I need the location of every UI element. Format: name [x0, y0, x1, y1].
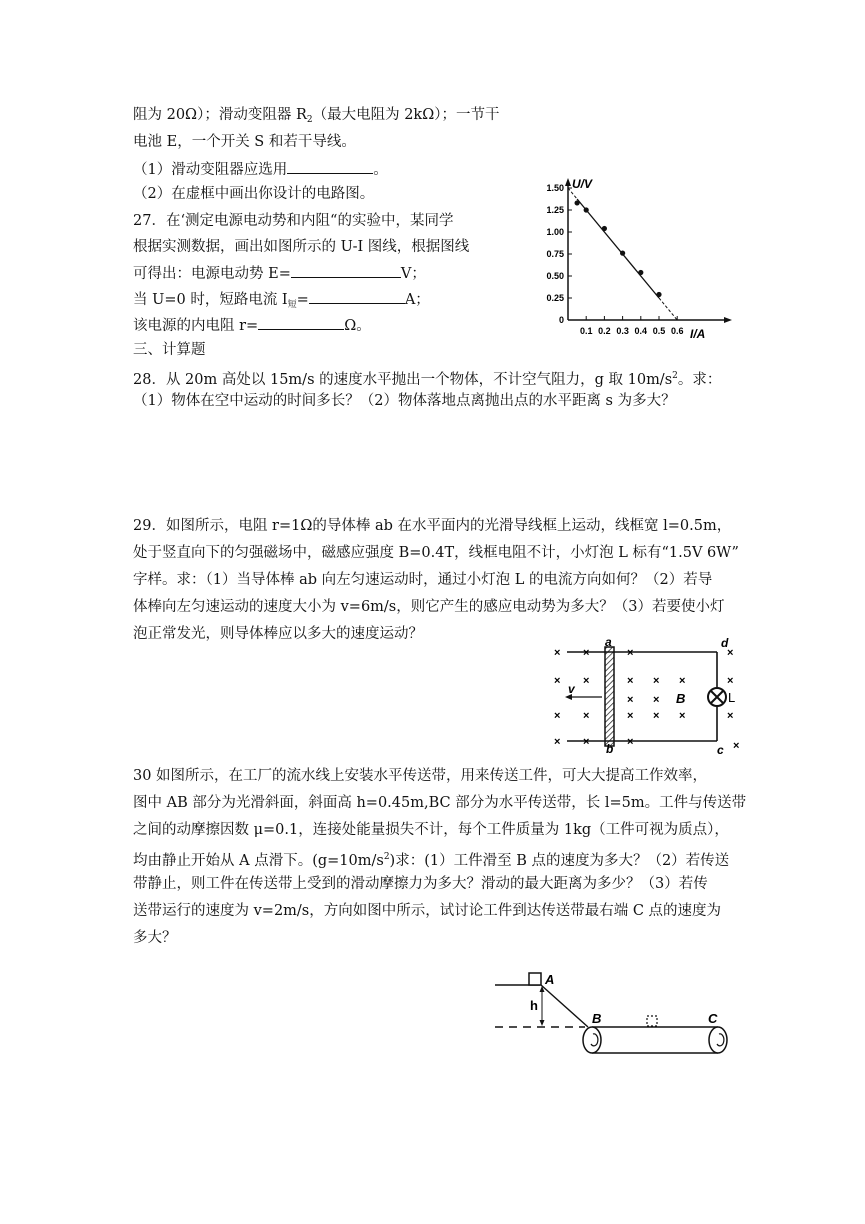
- field-cross: ×: [554, 675, 561, 687]
- y-axis-label: U/V: [572, 177, 593, 191]
- field-cross: ×: [583, 647, 590, 659]
- y-tick-label: 1.25: [546, 205, 564, 215]
- label-a: a: [605, 635, 612, 649]
- x-tick-label: 0.5: [652, 326, 666, 336]
- field-cross: ×: [583, 710, 590, 722]
- question-30-line-6: 送带运行的速度为 v=2m/s，方向如图中所示，试讨论工件到达传送带最右端 C 点的速度为: [133, 903, 722, 919]
- fit-line: [577, 199, 659, 298]
- conveyor-figure: [490, 965, 735, 1065]
- question-28-line-1: 28．从 20m 高处以 15m/s 的速度水平抛出一个物体，不计空气阻力，g 取 $10m/s^2$。求：: [133, 371, 722, 388]
- field-cross: ×: [679, 675, 686, 687]
- section-3-heading: 三、计算题: [133, 342, 206, 358]
- workpiece-at-a: [529, 973, 541, 985]
- y-tick-label: 1.50: [546, 183, 564, 193]
- x-tick-label: 0.4: [634, 326, 648, 336]
- field-cross: ×: [653, 710, 660, 722]
- data-point: [575, 200, 580, 205]
- question-29-line-5: 泡正常发光，则导体棒应以多大的速度运动？: [133, 626, 423, 642]
- data-point: [620, 251, 625, 256]
- question-27-line-1: 27．在‘测定电源电动势和内阻“的实验中，某同学: [133, 213, 454, 229]
- field-cross: ×: [583, 675, 590, 687]
- field-cross: ×: [727, 710, 734, 722]
- y-tick-label: 0: [558, 315, 564, 325]
- question-27-line-5: 该电源的内电阻 r= Ω。: [133, 315, 371, 336]
- lamp-icon: [708, 688, 726, 706]
- x-axis-label: I/A: [690, 327, 706, 341]
- slope-ab: [541, 985, 588, 1027]
- field-cross: ×: [554, 710, 561, 722]
- height-dimension: [540, 986, 545, 1026]
- conducting-bar: [605, 647, 614, 746]
- field-cross: ×: [653, 675, 660, 687]
- y-tick-label: 0.50: [546, 271, 564, 281]
- intro-line-2: 电池 E，一个开关 S 和若干导线。: [133, 134, 356, 150]
- data-point: [602, 226, 607, 231]
- label-h: h: [530, 998, 538, 1013]
- field-cross: ×: [727, 647, 734, 659]
- field-cross: ×: [627, 710, 634, 722]
- question-26-part-2: （2）在虚框中画出你设计的电路图。: [133, 186, 375, 202]
- question-29-line-4: 体棒向左匀速运动的速度大小为 v=6m/s，则它产生的感应电动势为多大？（3）若要使小灯: [133, 599, 725, 615]
- y-axis-arrow-icon: [565, 178, 571, 186]
- question-27-line-3: 可得出：电源电动势 E= V；: [133, 263, 426, 284]
- question-26-part-1: （1）滑动变阻器应选用 。: [133, 159, 388, 180]
- label-field-b: B: [676, 691, 686, 706]
- field-cross: ×: [733, 740, 740, 752]
- label-lamp: L: [728, 690, 736, 705]
- y-tick-label: 0.25: [546, 293, 564, 303]
- label-d: d: [721, 636, 729, 650]
- x-tick-label: 0.6: [670, 326, 684, 336]
- question-29-line-3: 字样。求：（1）当导体棒 ab 向左匀速运动时，通过小灯泡 L 的电流方向如何？（2）若导: [133, 572, 713, 588]
- label-v: v: [568, 682, 575, 696]
- data-point: [638, 270, 643, 275]
- x-tick-label: 0.3: [616, 326, 629, 336]
- question-30-line-4: 均由静止开始从 A 点滑下。$(g=10m/s^2)$求：(1）工件滑至 B 点的速度为多大？（2）若传送: [133, 852, 730, 869]
- field-cross: ×: [627, 675, 634, 687]
- field-cross: ×: [727, 675, 734, 687]
- field-cross: ×: [627, 647, 634, 659]
- label-b: B: [592, 1011, 602, 1026]
- x-axis-arrow-icon: [724, 317, 732, 323]
- question-29-line-1: 29．如图所示，电阻 r=1Ω的导体棒 ab 在水平面内的光滑导线框上运动，线框宽 l=0.5m，: [133, 518, 732, 534]
- question-30-line-2: 图中 AB 部分为光滑斜面，斜面高 h=0.45m,BC 部分为水平传送带，长 l=5m。工件与传送带: [133, 795, 747, 811]
- field-cross: ×: [627, 736, 634, 748]
- label-b: b: [606, 742, 614, 755]
- label-a: A: [545, 972, 555, 987]
- u-i-graph: [528, 170, 738, 345]
- intro-line-1: 阻为 20Ω）；滑动变阻器 $R_2$（最大电阻为 2kΩ）；一节干: [133, 107, 500, 125]
- question-30-line-1: 30 如图所示，在工厂的流水线上安装水平传送带，用来传送工件，可大大提高工作效率，: [133, 768, 708, 784]
- short-current-answer-blank[interactable]: [309, 289, 405, 304]
- field-cross: ×: [554, 736, 561, 748]
- conveyor-belt: [583, 1027, 727, 1053]
- field-cross: ×: [554, 647, 561, 659]
- data-point: [584, 207, 589, 212]
- field-cross: ×: [679, 710, 686, 722]
- y-tick-label: 0.75: [546, 249, 564, 259]
- question-30-line-7: 多大？: [133, 930, 177, 946]
- question-28-line-2: （1）物体在空中运动的时间多长？（2）物体落地点离抛出点的水平距离 s 为多大？: [133, 393, 676, 409]
- label-c: C: [708, 1011, 718, 1026]
- question-27-line-4: 当 U=0 时，短路电流 $I_短= A$；: [133, 289, 430, 315]
- workpiece-on-belt: [647, 1016, 657, 1026]
- question-29-line-2: 处于竖直向下的匀强磁场中，磁感应强度 B=0.4T，线框电阻不计，小灯泡 L 标有“1.5V 6W”: [133, 545, 739, 561]
- data-point: [656, 292, 661, 297]
- question-30-line-3: 之间的动摩擦因数 μ=0.1，连接处能量损失不计，每个工件质量为 1kg（工件可视为质点），: [133, 822, 729, 838]
- field-cross: ×: [653, 694, 660, 706]
- answer-blank[interactable]: [287, 159, 373, 174]
- field-cross: ×: [627, 694, 634, 706]
- x-tick-label: 0.1: [579, 326, 593, 336]
- question-27-line-2: 根据实测数据，画出如图所示的 U-I 图线，根据图线: [133, 239, 470, 255]
- label-c: c: [717, 743, 724, 755]
- emf-answer-blank[interactable]: [291, 263, 401, 278]
- y-tick-label: 1.00: [546, 227, 564, 237]
- conducting-bar-figure: [545, 635, 745, 755]
- x-tick-label: 0.2: [598, 326, 611, 336]
- question-30-line-5: 带静止，则工件在传送带上受到的滑动摩擦力为多大？滑动的最大距离为多少？（3）若传: [133, 876, 708, 892]
- resistance-answer-blank[interactable]: [258, 315, 344, 330]
- field-cross: ×: [583, 736, 590, 748]
- fit-line-extrapolation: [659, 298, 677, 320]
